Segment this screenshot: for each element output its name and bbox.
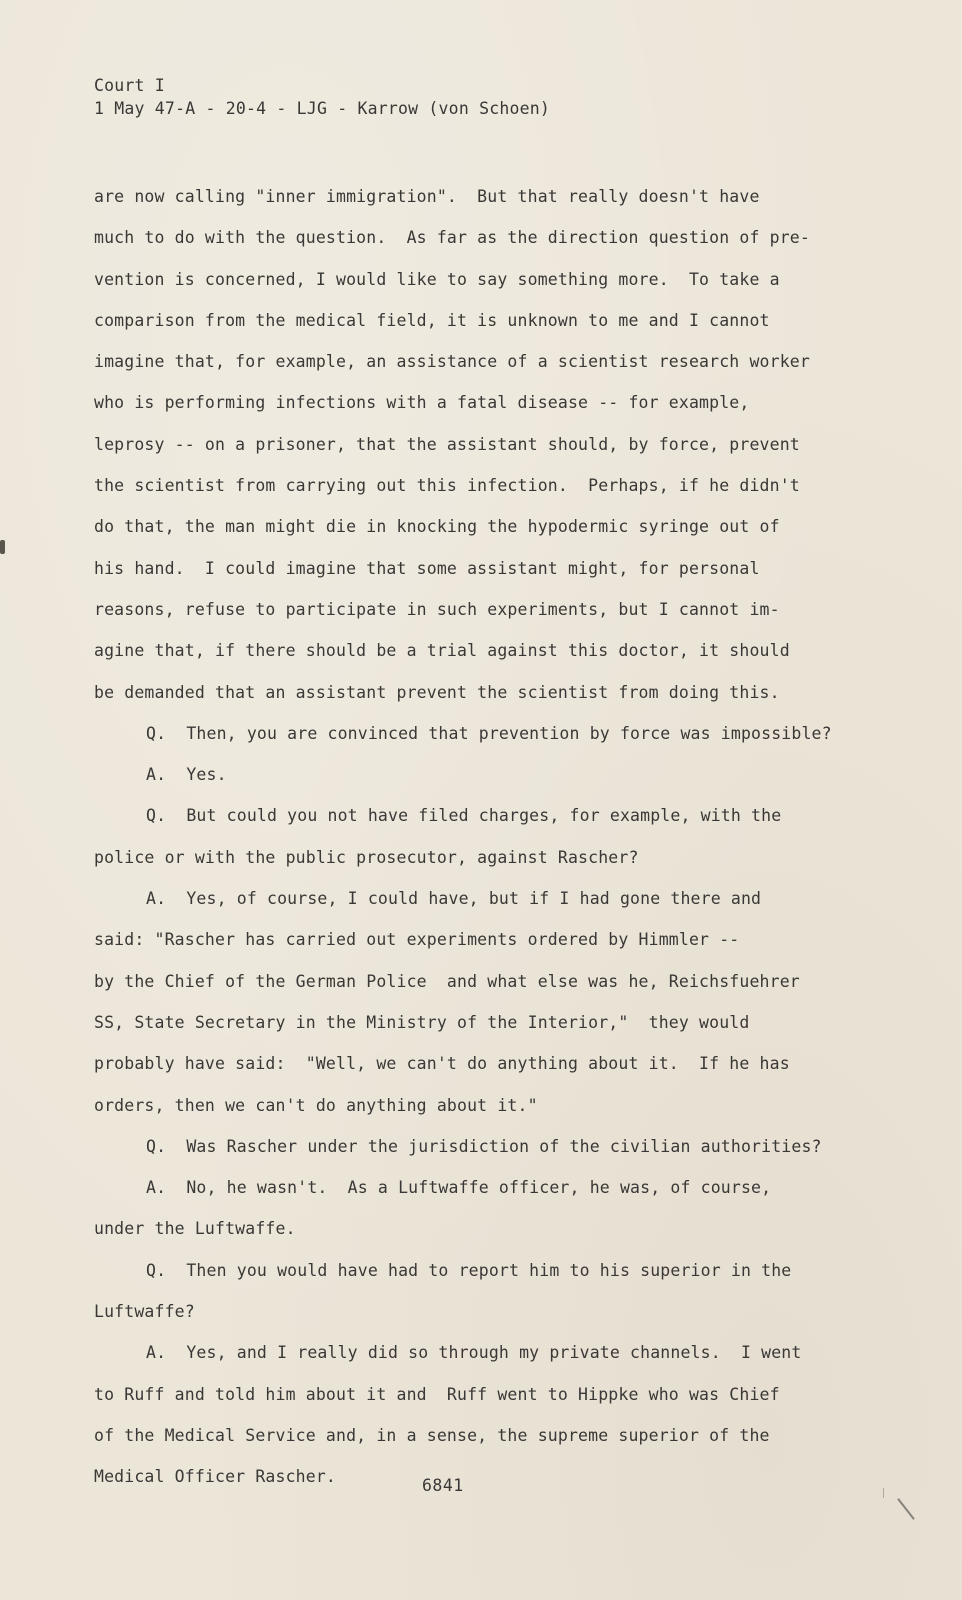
transcript-line: under the Luftwaffe. [94,1219,296,1239]
transcript-line: SS, State Secretary in the Ministry of the Interior," they would [94,1012,750,1032]
transcript-line: police or with the public prosecutor, against Rascher? [94,847,639,867]
transcript-line: be demanded that an assistant prevent the scientist from doing this. [94,682,780,702]
transcript-line: agine that, if there should be a trial against this doctor, it should [94,641,790,661]
transcript-line: comparison from the medical field, it is unknown to me and I cannot [94,310,770,330]
transcript-line: leprosy -- on a prisoner, that the assistant should, by force, prevent [94,434,800,454]
transcript-line: Medical Officer Rascher. [94,1467,337,1487]
transcript-line: his hand. I could imagine that some assistant might, for personal [94,558,760,578]
transcript-body [94,176,854,1498]
document-header [94,74,550,120]
transcript-line: much to do with the question. As far as the direction question of pre- [94,228,810,248]
transcript-line: orders, then we can't do anything about it." [94,1095,538,1115]
transcript-line: who is performing infections with a fatal disease -- for example, [94,393,750,413]
transcript-line: said: "Rascher has carried out experiments ordered by Himmler -- [94,930,740,950]
transcript-line: are now calling "inner immigration". But that really doesn't have [94,187,760,206]
transcript-line: probably have said: "Well, we can't do anything about it. If he has [94,1054,790,1074]
transcript-line: Q. Then you would have had to report him to his superior in the [146,1260,792,1280]
corner-tick [883,1488,884,1498]
transcript-line: Q. Was Rascher under the jurisdiction of the civilian authorities? [146,1136,822,1156]
page-number: 6841 [422,1476,464,1495]
margin-mark [0,540,5,554]
transcript-line: to Ruff and told him about it and Ruff went to Hippke who was Chief [94,1384,780,1404]
transcript-line: reasons, refuse to participate in such experiments, but I cannot im- [94,599,780,619]
corner-scratch [897,1498,915,1520]
transcript-line: Luftwaffe? [94,1302,195,1322]
transcript-line: by the Chief of the German Police and what else was he, Reichsfuehrer [94,971,800,991]
transcript-line: Q. Then, you are convinced that prevention by force was impossible? [146,723,832,743]
transcript-line: A. Yes. [146,765,227,785]
session-reference: 1 May 47-A - 20-4 - LJG - Karrow (von Schoen) [94,99,551,118]
transcript-line: of the Medical Service and, in a sense, the supreme superior of the [94,1425,770,1445]
transcript-line: vention is concerned, I would like to say something more. To take a [94,269,780,289]
transcript-line: imagine that, for example, an assistance of a scientist research worker [94,352,810,372]
transcript-line: A. Yes, and I really did so through my private channels. I went [146,1343,802,1363]
transcript-line: do that, the man might die in knocking the hypodermic syringe out of [94,517,780,537]
transcript-line: the scientist from carrying out this infection. Perhaps, if he didn't [94,476,800,496]
transcript-line: A. No, he wasn't. As a Luftwaffe officer, he was, of course, [146,1178,772,1198]
transcript-line: Q. But could you not have filed charges, for example, with the [146,806,782,826]
transcript-line: A. Yes, of course, I could have, but if I had gone there and [146,889,762,909]
court-label: Court I [94,76,165,95]
